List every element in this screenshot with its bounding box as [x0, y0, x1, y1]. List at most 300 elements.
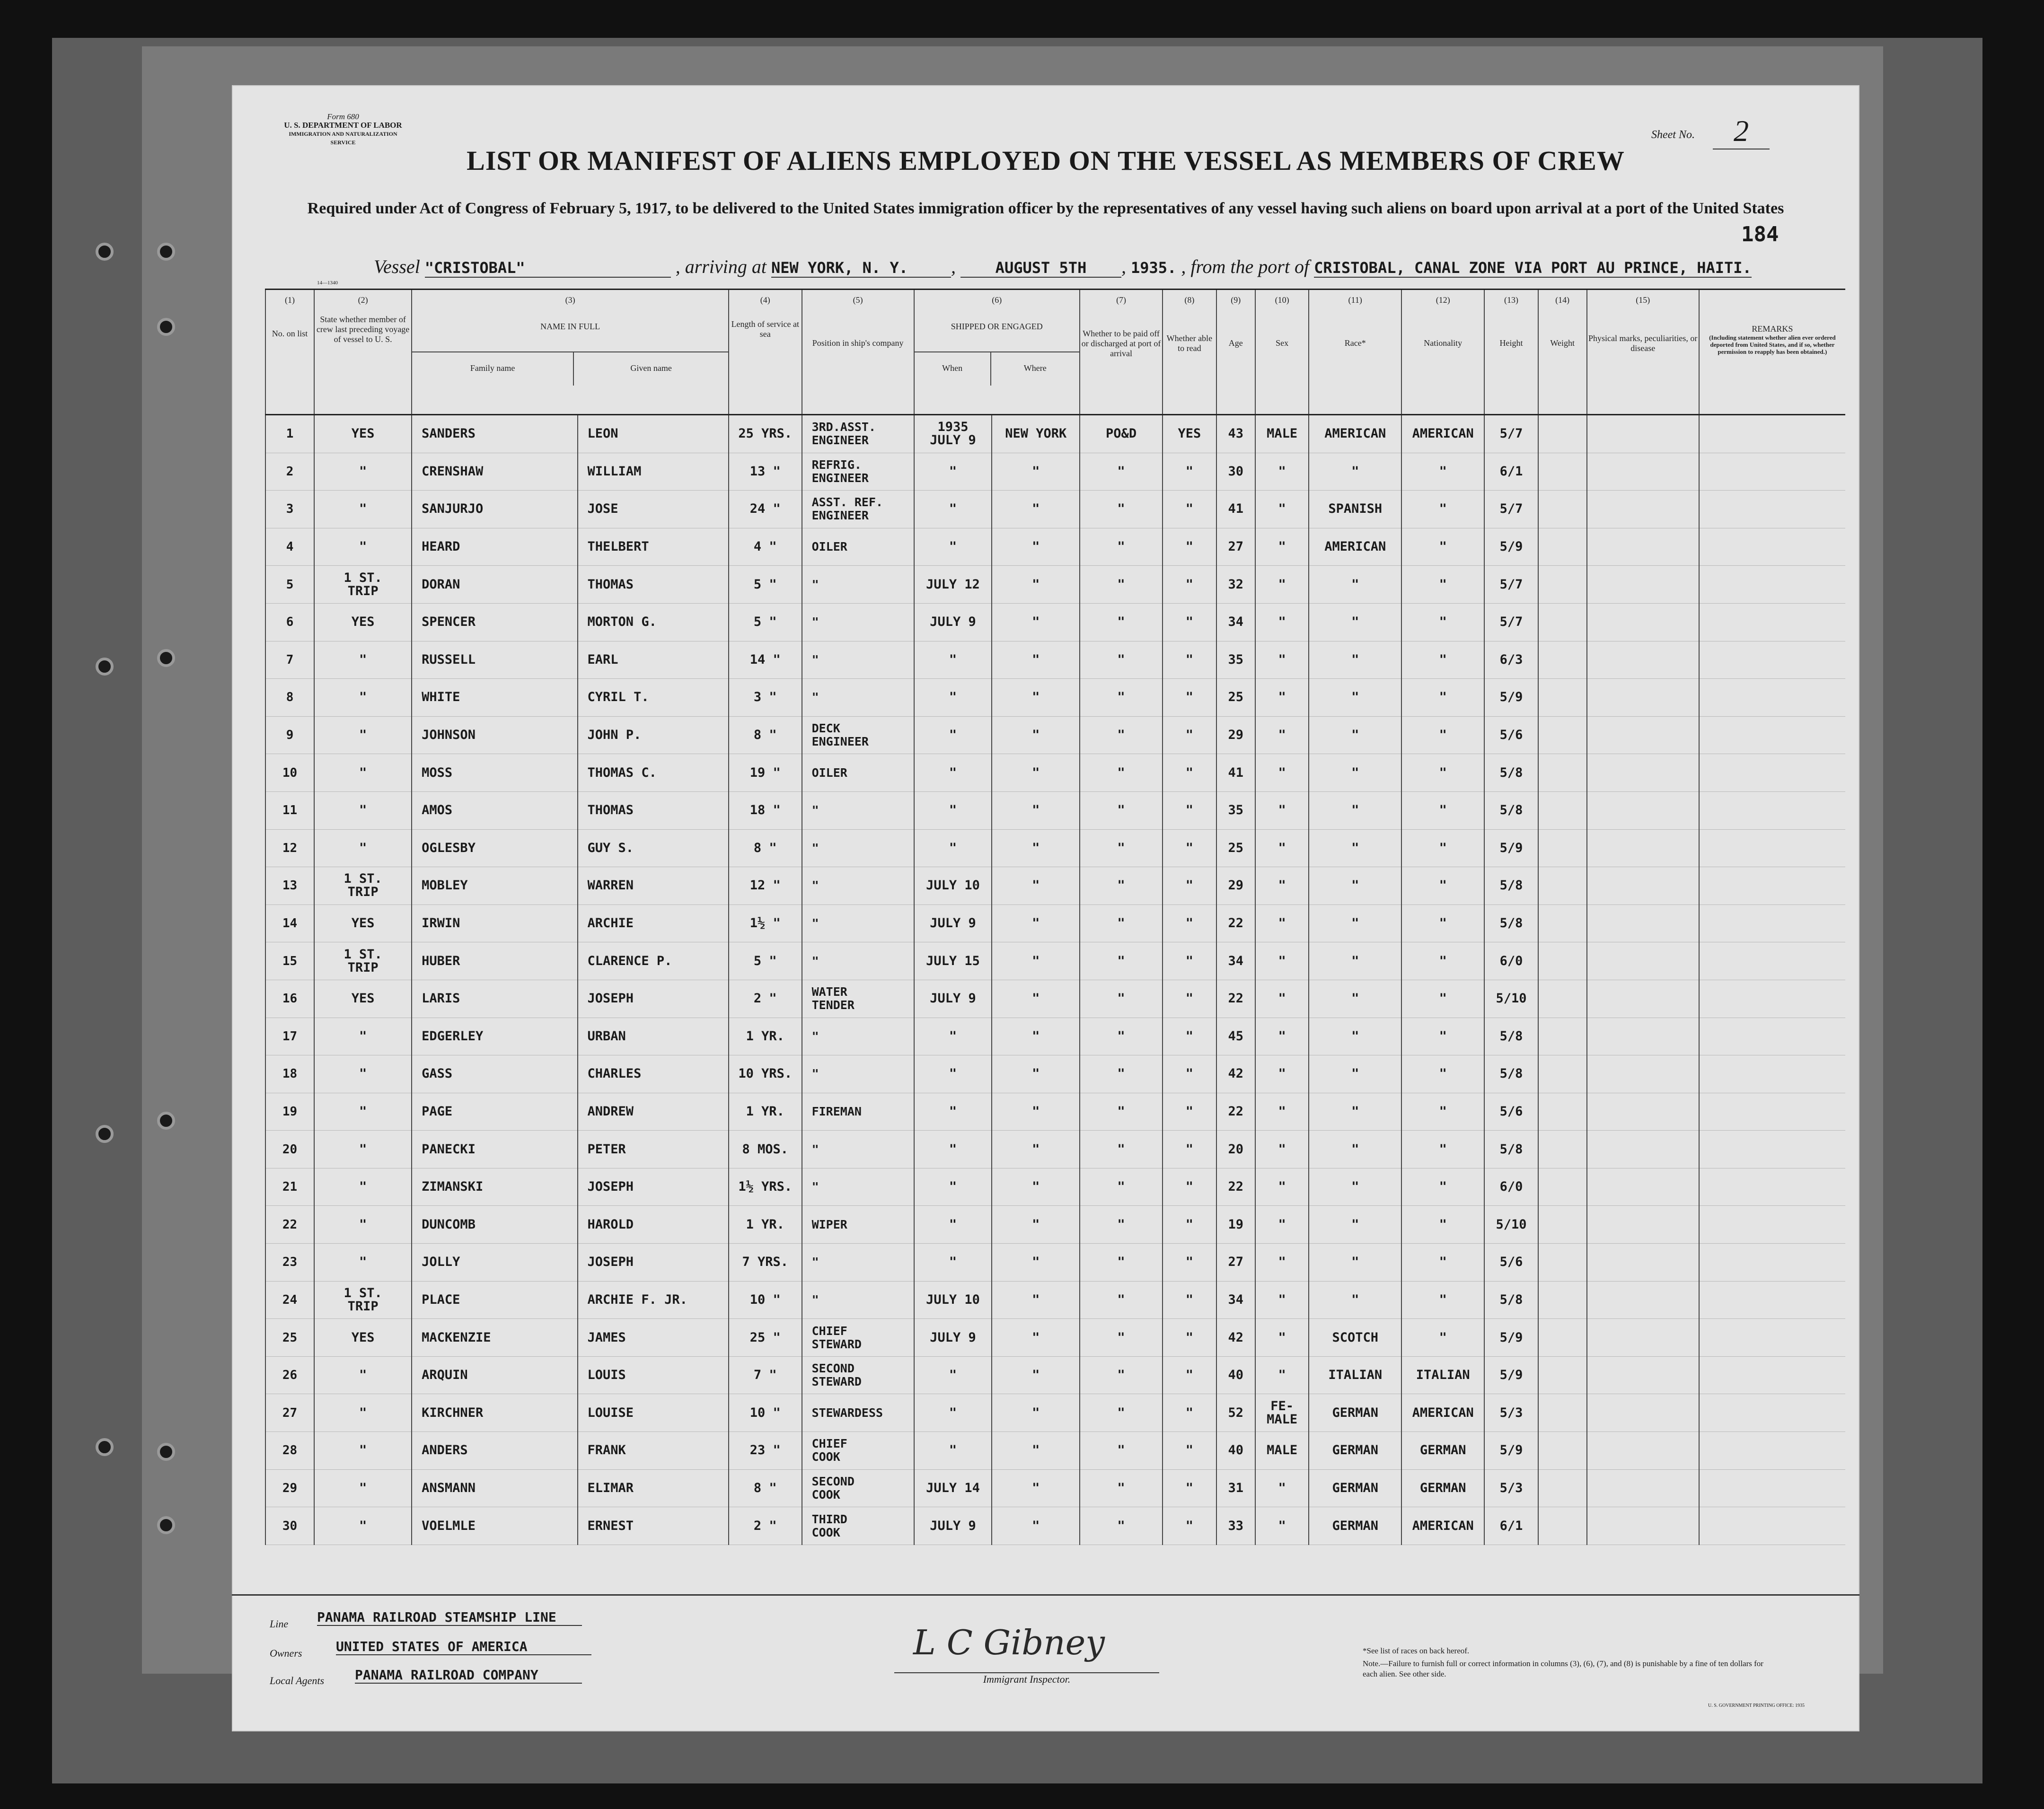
height: 5/9 — [1484, 1432, 1538, 1470]
weight — [1538, 491, 1587, 528]
weight — [1538, 1469, 1587, 1507]
position: " — [802, 641, 914, 679]
position: FIREMAN — [802, 1093, 914, 1131]
member-status: " — [314, 1432, 412, 1470]
family-name: GASS — [412, 1055, 577, 1093]
member-status: YES — [314, 1319, 412, 1357]
sex: " — [1255, 1469, 1309, 1507]
family-name: OGLESBY — [412, 829, 577, 867]
sex: " — [1255, 491, 1309, 528]
height: 5/9 — [1484, 679, 1538, 717]
nationality: " — [1401, 1055, 1484, 1093]
shipped-where: " — [992, 1206, 1080, 1244]
binding-hole — [157, 1112, 175, 1130]
sex: " — [1255, 1131, 1309, 1168]
physical-marks — [1587, 1394, 1699, 1432]
remarks — [1699, 980, 1845, 1018]
shipped-when: " — [914, 1168, 992, 1206]
physical-marks — [1587, 453, 1699, 491]
member-status: " — [314, 641, 412, 679]
binding-hole — [96, 1438, 114, 1456]
weight — [1538, 1356, 1587, 1394]
col-num: (12) — [1401, 290, 1484, 310]
form-number: Form 680 — [327, 112, 359, 121]
service-length: 10 " — [729, 1394, 802, 1432]
family-name: VOELMLE — [412, 1507, 577, 1545]
crew-row — [265, 1131, 1845, 1168]
race: SCOTCH — [1309, 1319, 1401, 1357]
given-name: CYRIL T. — [578, 679, 729, 717]
position: " — [802, 904, 914, 942]
signature-line — [894, 1672, 1159, 1686]
family-name: DUNCOMB — [412, 1206, 577, 1244]
age: 32 — [1216, 566, 1255, 604]
shipped-where: " — [992, 1131, 1080, 1168]
nationality: " — [1401, 1093, 1484, 1131]
paid-off: " — [1080, 453, 1163, 491]
sex: " — [1255, 1507, 1309, 1545]
able-to-read: " — [1163, 1244, 1216, 1282]
sex: " — [1255, 942, 1309, 980]
shipped-where: " — [992, 904, 1080, 942]
remarks — [1699, 942, 1845, 980]
age: 25 — [1216, 679, 1255, 717]
shipped-when: " — [914, 829, 992, 867]
service-name: IMMIGRATION AND NATURALIZATION SERVICE — [289, 131, 397, 146]
given-name: ARCHIE F. JR. — [578, 1281, 729, 1319]
service-length: 1 YR. — [729, 1093, 802, 1131]
service-length: 1 YR. — [729, 1206, 802, 1244]
race: " — [1309, 980, 1401, 1018]
weight — [1538, 980, 1587, 1018]
nationality: " — [1401, 1168, 1484, 1206]
nationality: AMERICAN — [1401, 415, 1484, 453]
shipped-where: " — [992, 1432, 1080, 1470]
race: " — [1309, 867, 1401, 905]
remarks — [1699, 1394, 1845, 1432]
nationality: AMERICAN — [1401, 1507, 1484, 1545]
crew-rows — [265, 415, 1845, 1545]
family-name: SANDERS — [412, 415, 577, 453]
weight — [1538, 1394, 1587, 1432]
race: " — [1309, 453, 1401, 491]
position: " — [802, 1168, 914, 1206]
member-status: " — [314, 1507, 412, 1545]
crew-row — [265, 1018, 1845, 1055]
footer-rule — [232, 1594, 1859, 1596]
height: 5/7 — [1484, 566, 1538, 604]
remarks — [1699, 528, 1845, 566]
height: 5/3 — [1484, 1469, 1538, 1507]
crew-row — [265, 453, 1845, 491]
shipped-when: " — [914, 1055, 992, 1093]
family-name: PLACE — [412, 1281, 577, 1319]
member-status: " — [314, 528, 412, 566]
crew-row — [265, 415, 1845, 453]
height: 6/0 — [1484, 1168, 1538, 1206]
shipped-when: " — [914, 1432, 992, 1470]
shipped-when: " — [914, 1018, 992, 1055]
shipped-where: " — [992, 641, 1080, 679]
header-nationality: Nationality — [1401, 310, 1484, 415]
row-number: 26 — [265, 1356, 314, 1394]
binding-hole — [157, 243, 175, 261]
member-status: 1 ST. TRIP — [314, 1281, 412, 1319]
physical-marks — [1587, 679, 1699, 717]
able-to-read: YES — [1163, 415, 1216, 453]
shipped-when: " — [914, 491, 992, 528]
nationality: " — [1401, 867, 1484, 905]
given-name: CHARLES — [578, 1055, 729, 1093]
races-note: *See list of races on back hereof. — [1363, 1646, 1470, 1655]
line-value: PANAMA RAILROAD STEAMSHIP LINE — [317, 1609, 582, 1626]
crew-table — [265, 289, 1845, 1545]
given-name: URBAN — [578, 1018, 729, 1055]
header-paid-off: Whether to be paid off or discharged at port of arrival — [1080, 310, 1163, 415]
nationality: " — [1401, 754, 1484, 792]
sex: " — [1255, 679, 1309, 717]
member-status: YES — [314, 603, 412, 641]
able-to-read: " — [1163, 1168, 1216, 1206]
height: 6/1 — [1484, 453, 1538, 491]
family-name: CRENSHAW — [412, 453, 577, 491]
member-status: YES — [314, 415, 412, 453]
physical-marks — [1587, 1281, 1699, 1319]
crew-row — [265, 1168, 1845, 1206]
height: 5/8 — [1484, 1055, 1538, 1093]
remarks — [1699, 566, 1845, 604]
sex: " — [1255, 1018, 1309, 1055]
member-status: YES — [314, 980, 412, 1018]
weight — [1538, 754, 1587, 792]
remarks-note: (Including statement whether alien ever ordered deported from United States, and if so, whether permission to reapply has been obtained.) — [1709, 334, 1836, 355]
remarks — [1699, 829, 1845, 867]
height: 5/8 — [1484, 1131, 1538, 1168]
remarks — [1699, 1469, 1845, 1507]
remarks — [1699, 1093, 1845, 1131]
paid-off: " — [1080, 528, 1163, 566]
inspector-label: Immigrant Inspector. — [983, 1673, 1071, 1685]
remarks — [1699, 1319, 1845, 1357]
member-status: " — [314, 1356, 412, 1394]
weight — [1538, 1432, 1587, 1470]
row-number: 11 — [265, 791, 314, 829]
service-length: 10 YRS. — [729, 1055, 802, 1093]
document-subtitle: Required under Act of Congress of February 5, 1917, to be delivered to the United States immigration officer by the representatives of any vessel having such aliens on board upon arrival at a port of the United States — [307, 200, 1784, 217]
nationality: " — [1401, 566, 1484, 604]
sex: " — [1255, 791, 1309, 829]
age: 35 — [1216, 641, 1255, 679]
able-to-read: " — [1163, 904, 1216, 942]
physical-marks — [1587, 980, 1699, 1018]
paid-off: " — [1080, 603, 1163, 641]
shipped-where: " — [992, 754, 1080, 792]
owners-value: UNITED STATES OF AMERICA — [336, 1639, 591, 1655]
age: 25 — [1216, 829, 1255, 867]
shipped-where: " — [992, 1356, 1080, 1394]
shipped-where: " — [992, 942, 1080, 980]
position: WIPER — [802, 1206, 914, 1244]
position: REFRIG. ENGINEER — [802, 453, 914, 491]
sex: MALE — [1255, 1432, 1309, 1470]
shipped-when: " — [914, 1206, 992, 1244]
weight — [1538, 1018, 1587, 1055]
paid-off: " — [1080, 1432, 1163, 1470]
header-remarks — [1699, 310, 1845, 415]
given-name: WILLIAM — [578, 453, 729, 491]
nationality: " — [1401, 829, 1484, 867]
shipped-when: JULY 15 — [914, 942, 992, 980]
row-number: 16 — [265, 980, 314, 1018]
shipped-when: " — [914, 1394, 992, 1432]
sex: " — [1255, 1356, 1309, 1394]
row-number: 23 — [265, 1244, 314, 1282]
position: SECOND STEWARD — [802, 1356, 914, 1394]
height: 5/8 — [1484, 1018, 1538, 1055]
position: " — [802, 1244, 914, 1282]
shipped-when: JULY 12 — [914, 566, 992, 604]
able-to-read: " — [1163, 1356, 1216, 1394]
paid-off: PO&D — [1080, 415, 1163, 453]
service-length: 2 " — [729, 1507, 802, 1545]
remarks-label: REMARKS — [1752, 324, 1793, 334]
crew-row — [265, 1055, 1845, 1093]
able-to-read: " — [1163, 1281, 1216, 1319]
race: GERMAN — [1309, 1394, 1401, 1432]
race: AMERICAN — [1309, 528, 1401, 566]
service-length: 8 " — [729, 829, 802, 867]
service-length: 5 " — [729, 566, 802, 604]
position: " — [802, 942, 914, 980]
remarks — [1699, 679, 1845, 717]
nationality: " — [1401, 716, 1484, 754]
remarks — [1699, 1055, 1845, 1093]
sex: " — [1255, 1281, 1309, 1319]
crew-row — [265, 904, 1845, 942]
able-to-read: " — [1163, 528, 1216, 566]
position: " — [802, 1055, 914, 1093]
header-given-name: Given name — [630, 363, 672, 373]
sex: " — [1255, 528, 1309, 566]
arrival-port: NEW YORK, N. Y. — [771, 259, 951, 278]
position: THIRD COOK — [802, 1507, 914, 1545]
able-to-read: " — [1163, 980, 1216, 1018]
service-length: 8 " — [729, 1469, 802, 1507]
physical-marks — [1587, 791, 1699, 829]
shipped-where: " — [992, 491, 1080, 528]
race: " — [1309, 1168, 1401, 1206]
crew-row — [265, 679, 1845, 717]
weight — [1538, 1206, 1587, 1244]
nationality: " — [1401, 1281, 1484, 1319]
able-to-read: " — [1163, 829, 1216, 867]
header-physical-marks: Physical marks, peculiarities, or disease — [1587, 310, 1699, 415]
height: 6/3 — [1484, 641, 1538, 679]
col-num: (10) — [1255, 290, 1309, 310]
able-to-read: " — [1163, 1394, 1216, 1432]
sex: " — [1255, 867, 1309, 905]
age: 30 — [1216, 453, 1255, 491]
nationality: " — [1401, 980, 1484, 1018]
shipped-where: " — [992, 1018, 1080, 1055]
crew-row — [265, 1281, 1845, 1319]
height: 5/6 — [1484, 1244, 1538, 1282]
vessel-name: "CRISTOBAL" — [425, 259, 671, 278]
manifest-sheet — [232, 85, 1859, 1731]
paid-off: " — [1080, 942, 1163, 980]
able-to-read: " — [1163, 1055, 1216, 1093]
nationality: " — [1401, 1206, 1484, 1244]
race: " — [1309, 1206, 1401, 1244]
crew-row — [265, 1319, 1845, 1357]
col-num: (3) — [412, 290, 729, 310]
crew-row — [265, 829, 1845, 867]
header-position: Position in ship's company — [802, 310, 914, 415]
physical-marks — [1587, 1168, 1699, 1206]
physical-marks — [1587, 1356, 1699, 1394]
stamp-number: 184 — [1741, 222, 1779, 246]
position: CHIEF STEWARD — [802, 1319, 914, 1357]
paid-off: " — [1080, 679, 1163, 717]
race: " — [1309, 1131, 1401, 1168]
weight — [1538, 603, 1587, 641]
weight — [1538, 415, 1587, 453]
shipped-when: " — [914, 453, 992, 491]
remarks — [1699, 716, 1845, 754]
paid-off: " — [1080, 791, 1163, 829]
remarks — [1699, 1507, 1845, 1545]
department-name: U. S. DEPARTMENT OF LABOR — [284, 121, 402, 130]
shipped-when: " — [914, 716, 992, 754]
physical-marks — [1587, 1319, 1699, 1357]
service-length: 7 YRS. — [729, 1244, 802, 1282]
position: " — [802, 603, 914, 641]
service-length: 8 " — [729, 716, 802, 754]
height: 5/10 — [1484, 1206, 1538, 1244]
weight — [1538, 1093, 1587, 1131]
shipped-where: " — [992, 528, 1080, 566]
crew-row — [265, 754, 1845, 792]
header-sex: Sex — [1255, 310, 1309, 415]
col-num-remarks — [1699, 290, 1845, 310]
physical-marks — [1587, 1206, 1699, 1244]
nationality: " — [1401, 603, 1484, 641]
crew-row — [265, 603, 1845, 641]
sex: " — [1255, 1319, 1309, 1357]
weight — [1538, 453, 1587, 491]
member-status: " — [314, 491, 412, 528]
weight — [1538, 566, 1587, 604]
given-name: WARREN — [578, 867, 729, 905]
crew-row — [265, 1093, 1845, 1131]
weight — [1538, 791, 1587, 829]
shipped-where: " — [992, 1469, 1080, 1507]
binding-hole — [157, 1443, 175, 1461]
physical-marks — [1587, 566, 1699, 604]
service-length: 25 " — [729, 1319, 802, 1357]
sex: " — [1255, 566, 1309, 604]
height: 5/7 — [1484, 415, 1538, 453]
print-code: 14—1340 — [317, 280, 338, 286]
age: 29 — [1216, 716, 1255, 754]
row-number: 25 — [265, 1319, 314, 1357]
row-number: 20 — [265, 1131, 314, 1168]
header-when: When — [915, 352, 991, 386]
family-name: KIRCHNER — [412, 1394, 577, 1432]
departure-port: CRISTOBAL, CANAL ZONE VIA PORT AU PRINCE, HAITI. — [1314, 259, 1752, 277]
position: " — [802, 867, 914, 905]
age: 43 — [1216, 415, 1255, 453]
row-number: 18 — [265, 1055, 314, 1093]
given-name: JOSE — [578, 491, 729, 528]
able-to-read: " — [1163, 1093, 1216, 1131]
height: 5/8 — [1484, 867, 1538, 905]
header-state-member: State whether member of crew last preceding voyage of vessel to U. S. — [314, 310, 412, 415]
family-name: IRWIN — [412, 904, 577, 942]
race: " — [1309, 566, 1401, 604]
weight — [1538, 1244, 1587, 1282]
sex: " — [1255, 1168, 1309, 1206]
row-number: 22 — [265, 1206, 314, 1244]
family-name: DORAN — [412, 566, 577, 604]
remarks — [1699, 453, 1845, 491]
position: " — [802, 1131, 914, 1168]
crew-row — [265, 942, 1845, 980]
sex: " — [1255, 1206, 1309, 1244]
nationality: " — [1401, 641, 1484, 679]
physical-marks — [1587, 1469, 1699, 1507]
shipped-where: " — [992, 980, 1080, 1018]
header-height: Height — [1484, 310, 1538, 415]
height: 6/0 — [1484, 942, 1538, 980]
height: 5/6 — [1484, 716, 1538, 754]
given-name: JOSEPH — [578, 1168, 729, 1206]
sex: " — [1255, 754, 1309, 792]
inspector-signature: L C Gibney — [913, 1623, 1105, 1662]
crew-row — [265, 528, 1845, 566]
member-status: YES — [314, 904, 412, 942]
paid-off: " — [1080, 566, 1163, 604]
col-num: (9) — [1216, 290, 1255, 310]
shipped-where: " — [992, 716, 1080, 754]
service-length: 12 " — [729, 867, 802, 905]
race: " — [1309, 716, 1401, 754]
position: ASST. REF. ENGINEER — [802, 491, 914, 528]
shipped-when: " — [914, 791, 992, 829]
member-status: " — [314, 679, 412, 717]
age: 34 — [1216, 1281, 1255, 1319]
agents-value: PANAMA RAILROAD COMPANY — [355, 1667, 582, 1684]
able-to-read: " — [1163, 1432, 1216, 1470]
member-status: " — [314, 1018, 412, 1055]
paid-off: " — [1080, 1093, 1163, 1131]
sex: " — [1255, 453, 1309, 491]
able-to-read: " — [1163, 867, 1216, 905]
shipped-when: " — [914, 754, 992, 792]
height: 5/3 — [1484, 1394, 1538, 1432]
paid-off: " — [1080, 1469, 1163, 1507]
sex: FE- MALE — [1255, 1394, 1309, 1432]
height: 5/6 — [1484, 1093, 1538, 1131]
member-status: " — [314, 1394, 412, 1432]
remarks — [1699, 1244, 1845, 1282]
row-number: 9 — [265, 716, 314, 754]
header-name-in-full — [412, 310, 729, 415]
remarks — [1699, 1018, 1845, 1055]
row-number: 8 — [265, 679, 314, 717]
crew-row — [265, 1469, 1845, 1507]
row-number: 24 — [265, 1281, 314, 1319]
